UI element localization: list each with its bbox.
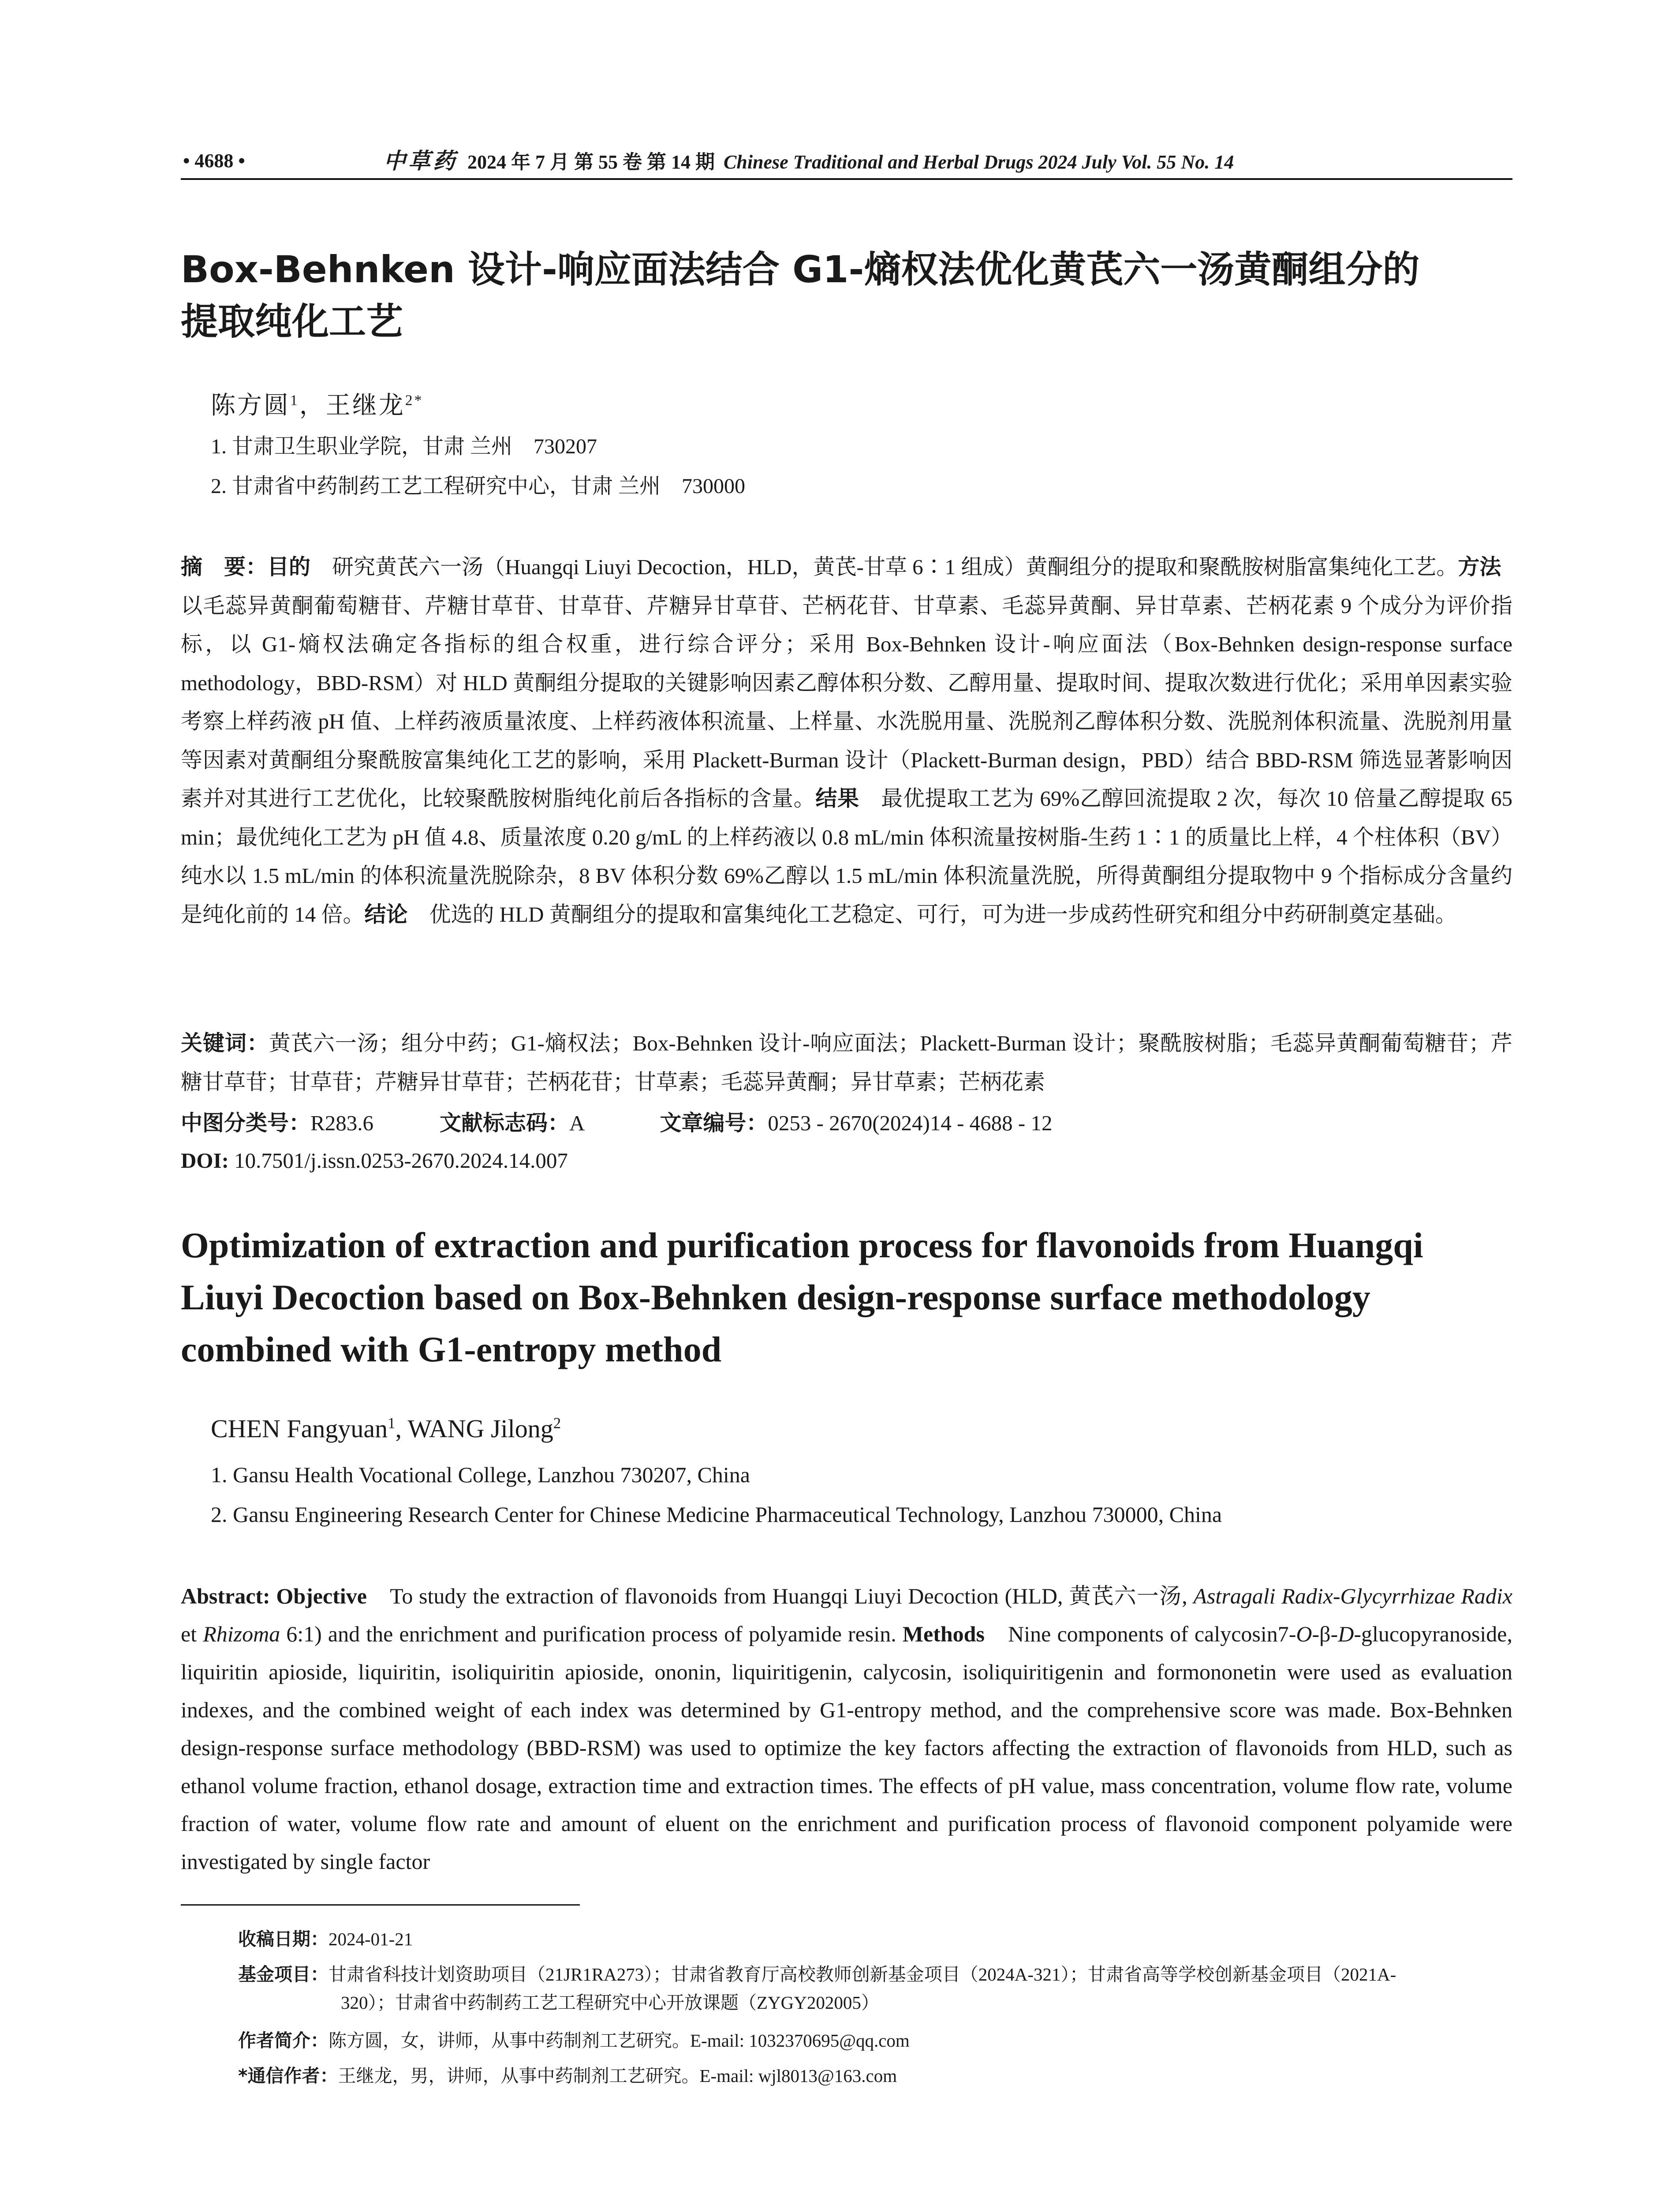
objective-text-en-1: To study the extraction of flavonoids from Huangqi Liuyi Decoction (HLD, 黄芪六一汤, <box>366 1584 1194 1608</box>
author-1-sup: 1 <box>290 392 299 409</box>
keywords-cn <box>181 1024 1512 1101</box>
author-separator-en: , <box>395 1414 408 1443</box>
abstract-cn <box>181 548 1523 934</box>
author-2-sup: 2* <box>405 392 424 409</box>
methods-text-en-5: -glucopyranoside, liquiritin apioside, liquiritin, isoliquiritin apioside, ononin, liquiritigenin, calycosin, isoliquiritigenin and formononetin were used as evaluation indexes, and the combined weight of each index was determined by G1-entropy method, and the comprehensive score was made. Box-Behnken design-response surface methodology (BBD-RSM) was used to optimize the key factors affecting the extraction of flavonoids from HLD, such as ethanol volume fraction, ethanol dosage, extraction time and extraction times. The effects of pH value, mass concentration, volume flow rate, volume fraction of water, volume flow rate and amount of eluent on the enrichment and purification process of flavonoid component polyamide were investigated by single factor <box>181 1622 1512 1874</box>
footnote-author <box>238 2026 1512 2055</box>
author-1-en-sup: 1 <box>388 1414 396 1432</box>
author-info-label: 作者简介： <box>238 2030 329 2051</box>
footnote-corresponding <box>238 2062 1512 2090</box>
fund-text-1: 甘肃省科技计划资助项目（21JR1RA273）；甘肃省教育厅高校教师创新基金项目（2024A-321）；甘肃省高等学校创新基金项目（2021A- <box>329 1964 1396 1984</box>
corresponding-label: *通信作者： <box>238 2065 338 2086</box>
objective-text-en-3: et <box>181 1622 203 1646</box>
objective-text-en-4: Rhizoma <box>203 1622 280 1646</box>
title-cn <box>181 243 1512 348</box>
methods-label-en: Methods <box>902 1622 985 1646</box>
classification-line <box>181 1106 1052 1141</box>
received-label: 收稿日期： <box>238 1928 329 1950</box>
affiliation-en-1: 1. Gansu Health Vocational College, Lanzhou 730207, China <box>211 1462 750 1487</box>
author-2-cn: 王继龙 <box>325 392 405 419</box>
doc-code-value: A <box>569 1111 585 1135</box>
clc-label: 中图分类号： <box>181 1110 311 1136</box>
methods-label-cn: 方法 <box>1458 554 1501 579</box>
doc-code-label: 文献标志码： <box>439 1110 569 1136</box>
fund-text-2: 320）；甘肃省中药制药工艺工程研究中心开放课题（ZYGY202005） <box>341 1992 879 2013</box>
author-1-en: CHEN Fangyuan <box>211 1414 388 1443</box>
journal-name-cn: 中草药 <box>384 149 458 173</box>
title-en <box>181 1219 1512 1375</box>
author-info-text: 陈方圆，女，讲师，从事中药制剂工艺研究。E-mail: 1032370695@qq.com <box>329 2030 910 2051</box>
author-separator: ， <box>299 392 326 419</box>
abstract-en-label: Abstract: <box>181 1584 270 1608</box>
conclusion-text-cn: 优选的 HLD 黄酮组分的提取和富集纯化工艺稳定、可行，可为进一步成药性研究和组分中药研制奠定基础。 <box>407 902 1457 927</box>
title-cn-line-2: 提取纯化工艺 <box>181 300 403 343</box>
objective-text-cn: 研究黄芪六一汤（Huangqi Liuyi Decoction，HLD，黄芪-甘草 6∶1 组成）黄酮组分的提取和聚酰胺树脂富集纯化工艺。 <box>310 555 1458 579</box>
methods-text-cn: 以毛蕊异黄酮葡萄糖苷、芹糖甘草苷、甘草苷、芹糖异甘草苷、芒柄花苷、甘草素、毛蕊异黄酮、异甘草素、芒柄花素 9 个成分为评价指标，以 G1-熵权法确定各指标的组合权重，进行综合评分；采用 Box-Behnken 设计-响应面法（Box-Behnken design-response surface methodology，BBD-RSM）对 HLD 黄酮组分提取的关键影响因素乙醇体积分数、乙醇用量、提取时间、提取次数进行优化；采用单因素实验考察上样药液 pH 值、上样药液质量浓度、上样药液体积流量、上样量、水洗脱用量、洗脱剂乙醇体积分数、洗脱剂体积流量、洗脱剂用量等因素对黄酮组分聚酰胺富集纯化工艺的影响，采用 Plackett-Burman 设计（Plackett-Burman design，PBD）结合 BBD-RSM 筛选显著影响因素并对其进行工艺优化，比较聚酰胺树脂纯化前后各指标的含量。 <box>181 555 1523 811</box>
footnote-rule <box>181 1904 580 1906</box>
objective-label-cn: 目的 <box>267 554 311 579</box>
methods-text-en-3: -β- <box>1312 1622 1338 1646</box>
title-en-line-2: Liuyi Decoction based on Box-Behnken design-response surface methodology <box>181 1277 1370 1317</box>
keywords-text: 黄芪六一汤；组分中药；G1-熵权法；Box-Behnken 设计-响应面法；Plackett-Burman 设计；聚酰胺树脂；毛蕊异黄酮葡萄糖苷；芹糖甘草苷；甘草苷；芹糖异甘草苷；芒柄花苷；甘草素；毛蕊异黄酮；异甘草素；芒柄花素 <box>181 1031 1512 1094</box>
clc-value: R283.6 <box>310 1111 373 1135</box>
article-number-value: 0253 - 2670(2024)14 - 4688 - 12 <box>768 1111 1053 1135</box>
corresponding-text: 王继龙，男，讲师，从事中药制剂工艺研究。E-mail: wjl8013@163.com <box>338 2066 897 2086</box>
fund-label: 基金项目： <box>238 1964 329 1985</box>
objective-text-en-5: 6:1) and the enrichment and purification process of polyamide resin. <box>280 1622 896 1646</box>
methods-text-en-4: D <box>1338 1622 1354 1646</box>
results-text-cn: 最优提取工艺为 69%乙醇回流提取 2 次，每次 10 倍量乙醇提取 65 min；最优纯化工艺为 pH 值 4.8、质量浓度 0.20 g/mL 的上样药液以 0.8 mL/min 体积流量按树脂-生药 1∶1 的质量比上样，4 个柱体积（BV）纯水以 1.5 mL/min 的体积流量洗脱除杂，8 BV 体积分数 69%乙醇以 1.5 mL/min 体积流量洗脱，所得黄酮组分提取物中 9 个指标成分含量约是纯化前的 14 倍。 <box>181 786 1512 927</box>
keywords-label: 关键词： <box>181 1031 269 1056</box>
methods-text-en-1: Nine components of calycosin7- <box>984 1622 1296 1646</box>
doi-label: DOI: <box>181 1148 229 1173</box>
title-en-line-3: combined with G1-entropy method <box>181 1329 722 1369</box>
authors-cn <box>211 388 423 423</box>
affiliation-cn-2: 2. 甘肃省中药制药工艺工程研究中心，甘肃 兰州 730000 <box>211 475 746 498</box>
abstract-cn-label: 摘 要： <box>181 554 268 579</box>
page-number: • 4688 • <box>183 150 245 172</box>
affiliation-en-2: 2. Gansu Engineering Research Center for Chinese Medicine Pharmaceutical Technology, Lanzhou 730000, China <box>211 1502 1222 1527</box>
objective-text-en-2: Astragali Radix-Glycyrrhizae Radix <box>1193 1584 1512 1608</box>
abstract-en <box>181 1577 1512 1880</box>
author-1-cn: 陈方圆 <box>211 392 290 419</box>
conclusion-label-cn: 结论 <box>364 901 408 927</box>
running-header <box>183 143 1497 179</box>
authors-en <box>211 1411 561 1446</box>
methods-text-en-2: O <box>1296 1622 1312 1646</box>
issue-info-cn: 2024 年 7 月 第 55 卷 第 14 期 <box>467 151 715 173</box>
article-number-label: 文章编号： <box>660 1110 768 1136</box>
doi-line <box>181 1143 568 1178</box>
footnote-received <box>238 1925 1512 1953</box>
title-en-line-1: Optimization of extraction and purification process for flavonoids from Huangqi <box>181 1225 1423 1265</box>
objective-label-en: Objective <box>276 1584 367 1608</box>
journal-info <box>384 143 1234 180</box>
results-label-cn: 结果 <box>815 786 859 811</box>
doi-value: 10.7501/j.issn.0253-2670.2024.14.007 <box>228 1148 568 1173</box>
title-cn-line-1: Box-Behnken 设计-响应面法结合 G1-熵权法优化黄芪六一汤黄酮组分的 <box>181 248 1420 291</box>
affiliation-cn-1: 1. 甘肃卫生职业学院，甘肃 兰州 730207 <box>211 435 597 458</box>
received-value: 2024-01-21 <box>329 1929 413 1949</box>
author-2-en-sup: 2 <box>553 1414 561 1432</box>
header-rule <box>181 178 1512 180</box>
journal-name-en: Chinese Traditional and Herbal Drugs 2024 July Vol. 55 No. 14 <box>724 151 1234 173</box>
author-2-en: WANG Jilong <box>407 1414 553 1443</box>
footnote-fund <box>238 1960 1512 2017</box>
